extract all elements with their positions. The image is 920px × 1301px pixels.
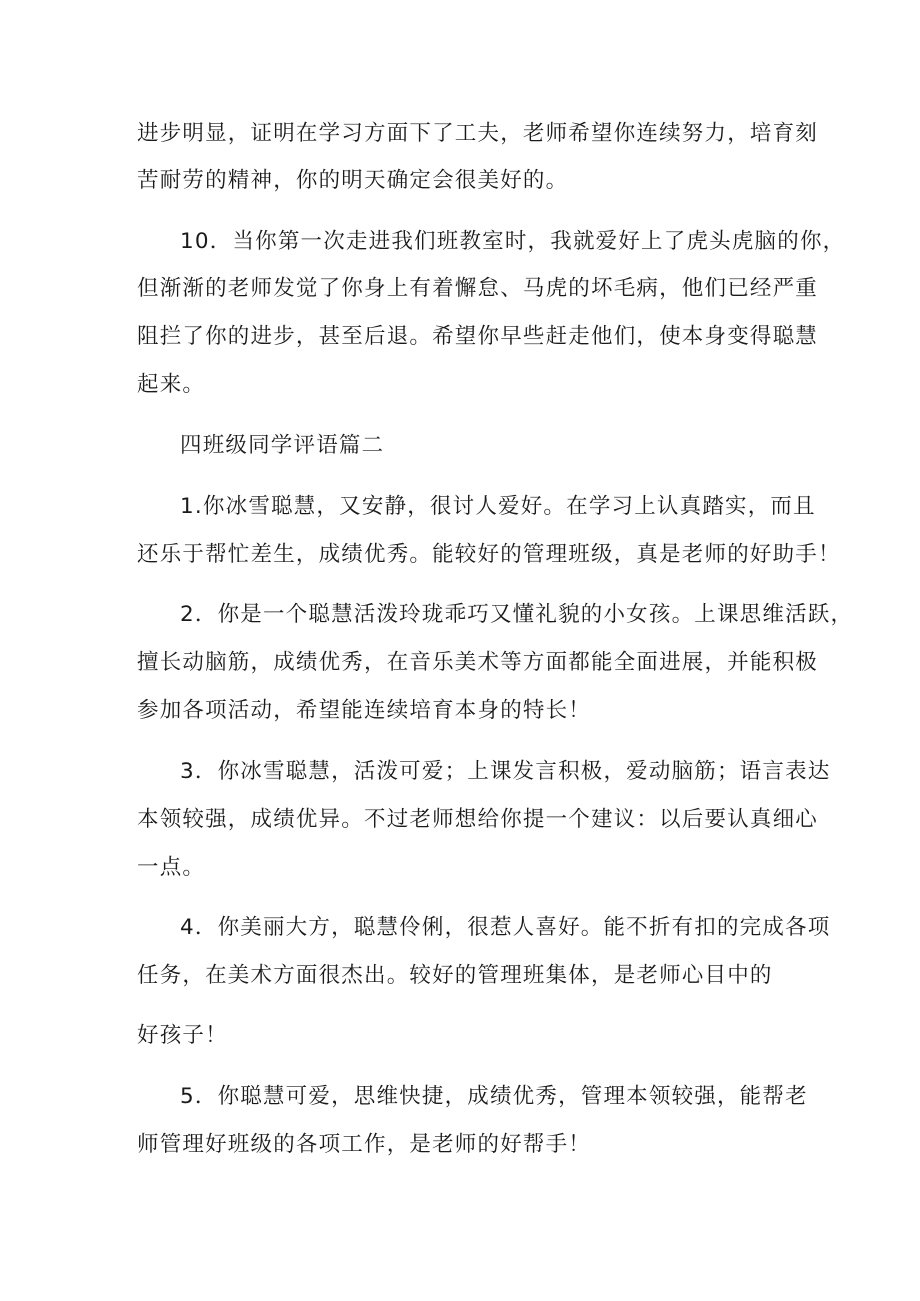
paragraph-6-line-3: 好孩子！ — [137, 1023, 228, 1048]
paragraph-3-line-2: 还乐于帮忙差生，成绩优秀。能较好的管理班级，真是老师的好助手！ — [137, 542, 841, 567]
paragraph-2-line-2: 但渐渐的老师发觉了你身上有着懈怠、马虎的坏毛病，他们已经严重 — [137, 276, 819, 301]
paragraph-2-line-3: 阻拦了你的进步，甚至后退。希望你早些赶走他们，使本身变得聪慧 — [137, 324, 819, 349]
paragraph-7-line-2: 师管理好班级的各项工作，是老师的好帮手！ — [137, 1132, 592, 1157]
paragraph-4-line-3: 参加各项活动，希望能连续培育本身的特长！ — [137, 698, 592, 723]
paragraph-2-line-1: 10．当你第一次走进我们班教室时，我就爱好上了虎头虎脑的你， — [180, 229, 846, 254]
paragraph-2-line-4: 起来。 — [137, 372, 206, 397]
paragraph-5-line-2: 本领较强，成绩优异。不过老师想给你提一个建议：以后要认真细心 — [137, 807, 819, 832]
paragraph-7-line-1: 5．你聪慧可爱，思维快捷，成绩优秀，管理本领较强，能帮老 — [180, 1084, 808, 1109]
paragraph-4-line-2: 擅长动脑筋，成绩优秀，在音乐美术等方面都能全面进展，并能积极 — [137, 650, 819, 675]
paragraph-4-line-1: 2．你是一个聪慧活泼玲珑乖巧又懂礼貌的小女孩。上课思维活跃， — [180, 602, 854, 627]
paragraph-3-line-1: 1.你冰雪聪慧，又安静，很讨人爱好。在学习上认真踏实，而且 — [180, 494, 816, 519]
paragraph-6-line-2: 任务，在美术方面很杰出。较好的管理班集体，是老师心目中的 — [137, 963, 773, 988]
paragraph-1-line-2: 苦耐劳的精神，你的明天确定会很美好的。 — [137, 168, 569, 193]
paragraph-5-line-3: 一点。 — [137, 855, 206, 880]
paragraph-1-line-1: 进步明显，证明在学习方面下了工夫，老师希望你连续努力，培育刻 — [137, 121, 819, 146]
paragraph-6-line-1: 4．你美丽大方，聪慧伶俐，很惹人喜好。能不折有扣的完成各项 — [180, 915, 831, 940]
section-heading: 四班级同学评语篇二 — [180, 433, 385, 458]
paragraph-5-line-1: 3．你冰雪聪慧，活泼可爱；上课发言积极，爱动脑筋；语言表达 — [180, 759, 831, 784]
